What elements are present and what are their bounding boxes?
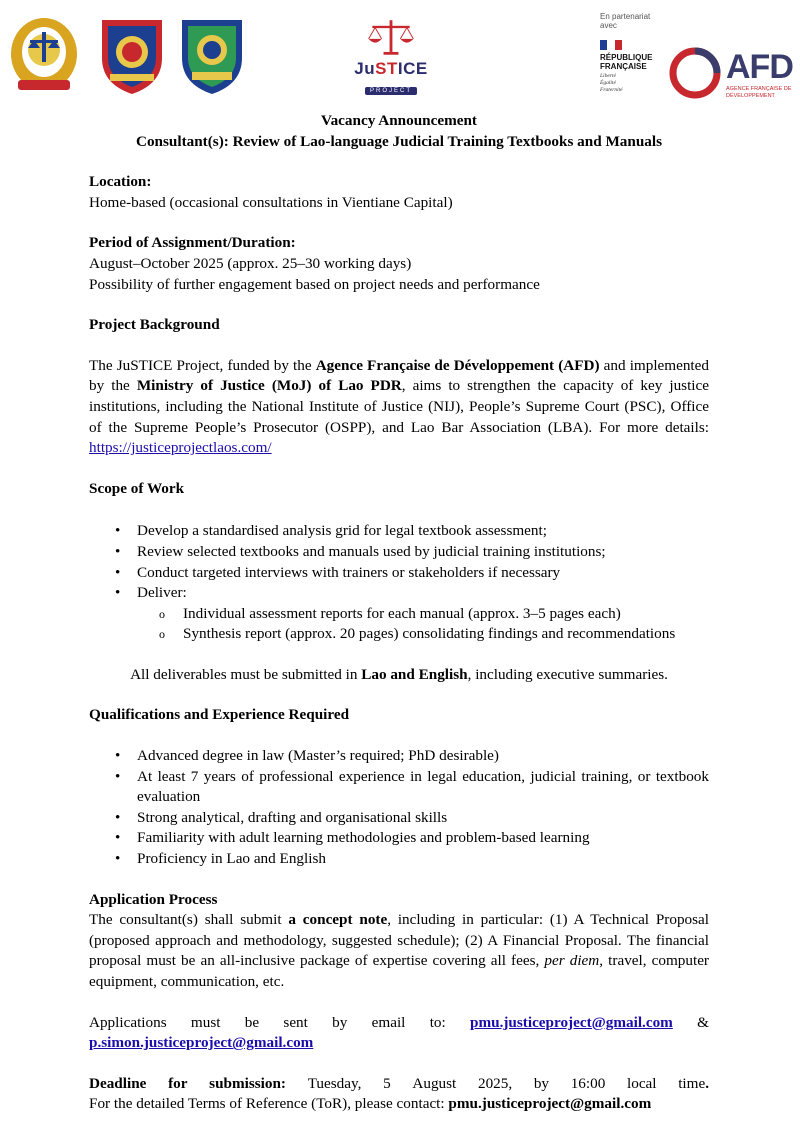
- simon-email-link[interactable]: p.simon.justiceproject@gmail.com: [89, 1034, 314, 1052]
- scales-icon: [363, 16, 419, 58]
- deliverables-sublist: [137, 604, 709, 645]
- background-paragraph: The JuSTICE Project, funded by the Agence Française de Développement (AFD) and implemented by the Ministry of Justice (MoJ) of Lao PDR, aims to strengthen the capacity of key justice institutions, including the National Institute of Justice (NIJ), People’s Supreme Court (PSC), Office of the Supreme People’s Prosecutor (OSPP), and Lao Bar Association (LBA). For more details: https://justiceprojectlaos.com/: [89, 356, 709, 457]
- list-item: • At least 7 years of professional experience in legal education, judicial training, or textbook evaluation: [137, 767, 709, 808]
- location-heading: Location:: [89, 173, 152, 191]
- email-instruction-row: Applications must be sent by email to: pmu.justiceproject@gmail.com &: [89, 1013, 709, 1034]
- justice-project-logo: [350, 16, 432, 100]
- announcement-body: [89, 111, 709, 1115]
- deliverables-language-note: All deliverables must be submitted in Lao and English, including executive summaries.: [130, 665, 668, 683]
- list-item: • Deliver: o Individual assessment reports for each manual (approx. 3–5 pages each) o Synthesis report (approx. 20 pages) consolidating findings and recommendations: [137, 583, 709, 645]
- afd-logo: AFD AGENCE FRANÇAISE DE DÉVELOPPEMENT: [668, 44, 793, 114]
- court-shield-logo: [96, 14, 168, 96]
- list-item: • Develop a standardised analysis grid for legal textbook assessment;: [137, 521, 709, 542]
- header-logos: [0, 8, 800, 108]
- period-heading: Period of Assignment/Duration:: [89, 234, 296, 252]
- partnership-label: En partenariat avec: [600, 12, 651, 30]
- announcement-title: Vacancy Announcement: [321, 112, 477, 129]
- list-item: • Strong analytical, drafting and organisational skills: [137, 808, 709, 829]
- scope-list: [89, 521, 709, 645]
- afd-ring-icon: [668, 46, 722, 100]
- justice-subtitle: PROJECT: [365, 87, 417, 95]
- list-item: • Review selected textbooks and manuals used by judicial training institutions;: [137, 542, 709, 563]
- qualifications-list: [89, 746, 709, 870]
- list-item: • Advanced degree in law (Master’s required; PhD desirable): [137, 746, 709, 767]
- period-dates: August–October 2025 (approx. 25–30 working days): [89, 254, 412, 272]
- background-heading: Project Background: [89, 316, 220, 334]
- project-website-link[interactable]: https://justiceprojectlaos.com/: [89, 439, 272, 457]
- list-item: • Familiarity with adult learning methodologies and problem-based learning: [137, 828, 709, 849]
- ministry-emblem-logo: [8, 14, 80, 96]
- period-extension: Possibility of further engagement based on project needs and performance: [89, 275, 540, 293]
- list-item: o Synthesis report (approx. 20 pages) consolidating findings and recommendations: [183, 624, 709, 645]
- republique-francaise-logo: RÉPUBLIQUE FRANÇAISE Liberté Égalité Fraternité: [600, 40, 668, 94]
- tor-email[interactable]: pmu.justiceproject@gmail.com: [448, 1095, 652, 1113]
- justice-wordmark: JuSTICE: [354, 59, 428, 78]
- list-item: • Conduct targeted interviews with trainers or stakeholders if necessary: [137, 563, 709, 584]
- location-text: Home-based (occasional consultations in Vientiane Capital): [89, 193, 453, 211]
- scope-heading: Scope of Work: [89, 479, 185, 497]
- application-heading: Application Process: [89, 890, 218, 908]
- list-item: o Individual assessment reports for each manual (approx. 3–5 pages each): [183, 604, 709, 625]
- announcement-subtitle: Consultant(s): Review of Lao-language Judicial Training Textbooks and Manuals: [135, 132, 663, 150]
- application-paragraph: The consultant(s) shall submit a concept note, including in particular: (1) A Technical Proposal (proposed approach and methodology, suggested schedule); (2) A Financial Proposal. The financial proposal must be an all-inclusive package of expertise covering all fees, per diem, travel, computer equipment, communication, etc.: [89, 911, 710, 990]
- pmu-email-link[interactable]: pmu.justiceproject@gmail.com: [470, 1013, 673, 1031]
- deadline-row: Deadline for submission: Tuesday, 5 August 2025, by 16:00 local time.: [89, 1074, 709, 1092]
- qualifications-heading: Qualifications and Experience Required: [89, 706, 350, 724]
- list-item: • Proficiency in Lao and English: [137, 849, 709, 870]
- french-flag-icon: [600, 40, 622, 50]
- tor-contact: For the detailed Terms of Reference (ToR), please contact: pmu.justiceproject@gmail.com: [89, 1095, 652, 1113]
- prosecutor-shield-logo: [176, 14, 248, 96]
